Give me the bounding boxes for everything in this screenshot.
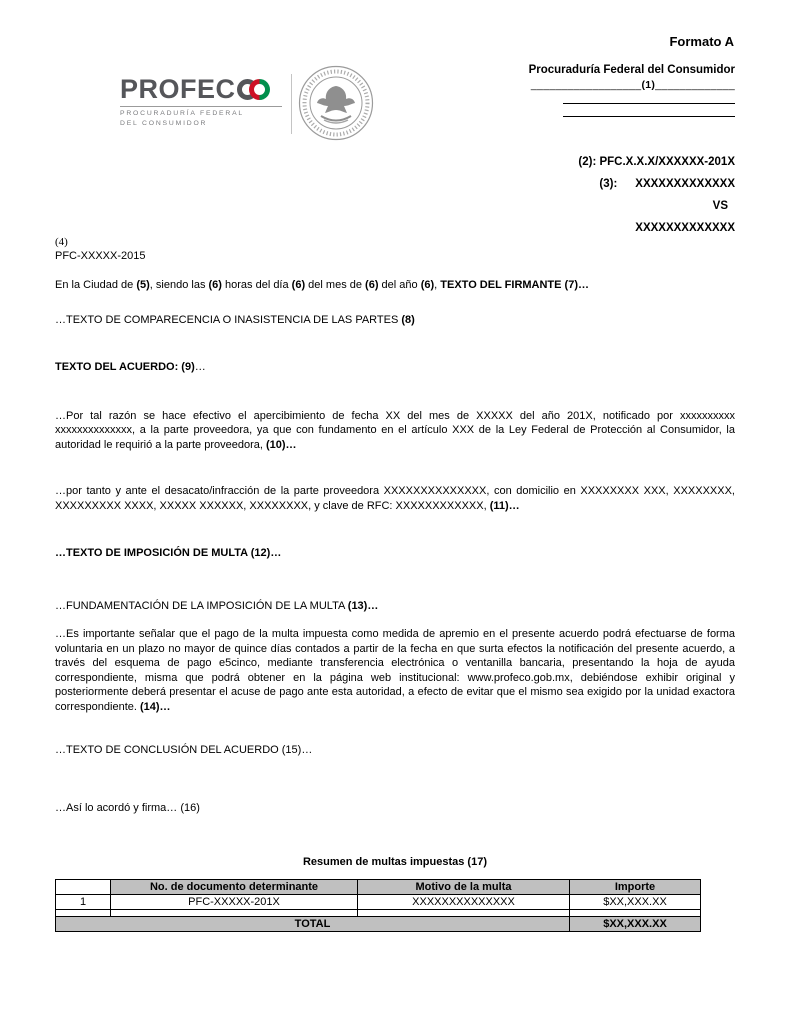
paragraph-apertura: En la Ciudad de (5), siendo las (6) horas del día (6) del mes de (6) del año (6), TEXTO DEL FIRMANTE (7)… bbox=[55, 279, 589, 291]
signature-rule-1 bbox=[563, 103, 735, 104]
paragraph-imposicion-multa: …TEXTO DE IMPOSICIÓN DE MULTA (12)… bbox=[55, 547, 282, 559]
org-name: Procuraduría Federal del Consumidor bbox=[528, 64, 735, 76]
cell-documento: PFC-XXXXX-201X bbox=[111, 895, 358, 910]
paragraph-fundamentacion: …FUNDAMENTACIÓN DE LA IMPOSICIÓN DE LA MULTA (13)… bbox=[55, 599, 379, 612]
cell-motivo: XXXXXXXXXXXXXX bbox=[358, 895, 570, 910]
paragraph-desacato: …por tanto y ante el desacato/infracción de la parte proveedora XXXXXXXXXXXXXX, con domicilio en XXXXXXXX XXX, XXXXXXXX, XXXXXXXXX XXXX, XXXXX XXXXXX, XXXXXXXX, y clave de RFC: XXXXXXXXXXXX, (11)… bbox=[55, 485, 735, 512]
document-body bbox=[55, 236, 735, 932]
paragraph-comparecencia: …TEXTO DE COMPARECENCIA O INASISTENCIA DE LAS PARTES (8) bbox=[55, 313, 415, 326]
paragraph-acuerdo: TEXTO DEL ACUERDO: (9)… bbox=[55, 361, 206, 373]
signature-rule-2 bbox=[563, 116, 735, 117]
profeco-wordmark: PROFEC bbox=[120, 74, 236, 104]
fines-table bbox=[55, 879, 701, 932]
ref-expediente: (2): PFC.X.X.X/XXXXXX-201X bbox=[578, 156, 735, 168]
header-cell-empty bbox=[56, 880, 111, 895]
ref-denunciante bbox=[578, 173, 735, 195]
blank-line-1: __________________(1)_____________ bbox=[530, 79, 735, 91]
ref-denunciado: XXXXXXXXXXXXX bbox=[635, 222, 735, 234]
table-spacer-row bbox=[56, 910, 701, 917]
formato-label: Formato A bbox=[669, 34, 734, 49]
logo-subtitle-line2: DEL CONSUMIDOR bbox=[120, 119, 208, 127]
profeco-logo bbox=[120, 76, 288, 129]
paragraph-apercibimiento: …Por tal razón se hace efectivo el apercibimiento de fecha XX del mes de XXXXX del año 201X, notificado por xxxxxxxxxx xxxxxxxxxxxxxx, a la parte proveedora, ya que con fundamento en el artículo XXX de la Ley Federal de Protección al Consumidor, la autoridad le requirió a la parte proveedora, (10)… bbox=[55, 409, 735, 451]
col-header-importe: Importe bbox=[570, 880, 701, 895]
ref3-label: (3): bbox=[599, 178, 618, 190]
table-total-row bbox=[56, 917, 701, 932]
col-header-motivo: Motivo de la multa bbox=[358, 880, 570, 895]
file-number: PFC-XXXXX-2015 bbox=[55, 250, 146, 262]
ref3-value: XXXXXXXXXXXXX bbox=[635, 178, 735, 190]
letterhead-vertical-divider bbox=[291, 74, 292, 134]
total-amount: $XX,XXX.XX bbox=[570, 917, 701, 932]
case-references bbox=[578, 151, 735, 239]
profeco-o-green-red-icon bbox=[249, 79, 270, 100]
cell-row-number: 1 bbox=[56, 895, 111, 910]
fines-table-title: Resumen de multas impuestas (17) bbox=[302, 856, 487, 868]
letterhead-right bbox=[485, 64, 735, 117]
profeco-wordmark-row bbox=[120, 76, 288, 103]
ref-4: (4) bbox=[55, 236, 68, 248]
logo-subtitle-line1: PROCURADURÍA FEDERAL bbox=[120, 110, 244, 117]
vs-label: VS bbox=[712, 200, 728, 212]
paragraph-conclusion: …TEXTO DE CONCLUSIÓN DEL ACUERDO (15)… bbox=[55, 744, 313, 756]
col-header-documento: No. de documento determinante bbox=[111, 880, 358, 895]
paragraph-firma: …Así lo acordó y firma… (16) bbox=[55, 801, 200, 814]
profeco-double-o-icon bbox=[237, 79, 270, 100]
total-label: TOTAL bbox=[56, 917, 570, 932]
table-header-row bbox=[56, 880, 701, 895]
logo-divider-rule bbox=[120, 106, 282, 107]
table-row bbox=[56, 895, 701, 910]
paragraph-pago-multa: …Es importante señalar que el pago de la multa impuesta como medida de apremio en el presente acuerdo podrá efectuarse de forma voluntaria en un plazo no mayor de quince días contados a partir de la fecha en que surta efectos la notificación del presente acuerdo, a través del esquema de pago e5cinco, mediante transferencia electrónica o ventanilla bancaria, presentando la hoja de ayuda correspondiente, misma que podrá obtener en la página web institucional: www.profeco.gob.mx, debiéndose exhibir original y posteriormente deberá presentar el acuse de pago ante esta autoridad, a efecto de evitar que el mismo sea exigido por la unidad exactora correspondiente. (14)… bbox=[55, 628, 735, 713]
mexican-national-seal-icon bbox=[297, 64, 375, 142]
cell-importe: $XX,XXX.XX bbox=[570, 895, 701, 910]
